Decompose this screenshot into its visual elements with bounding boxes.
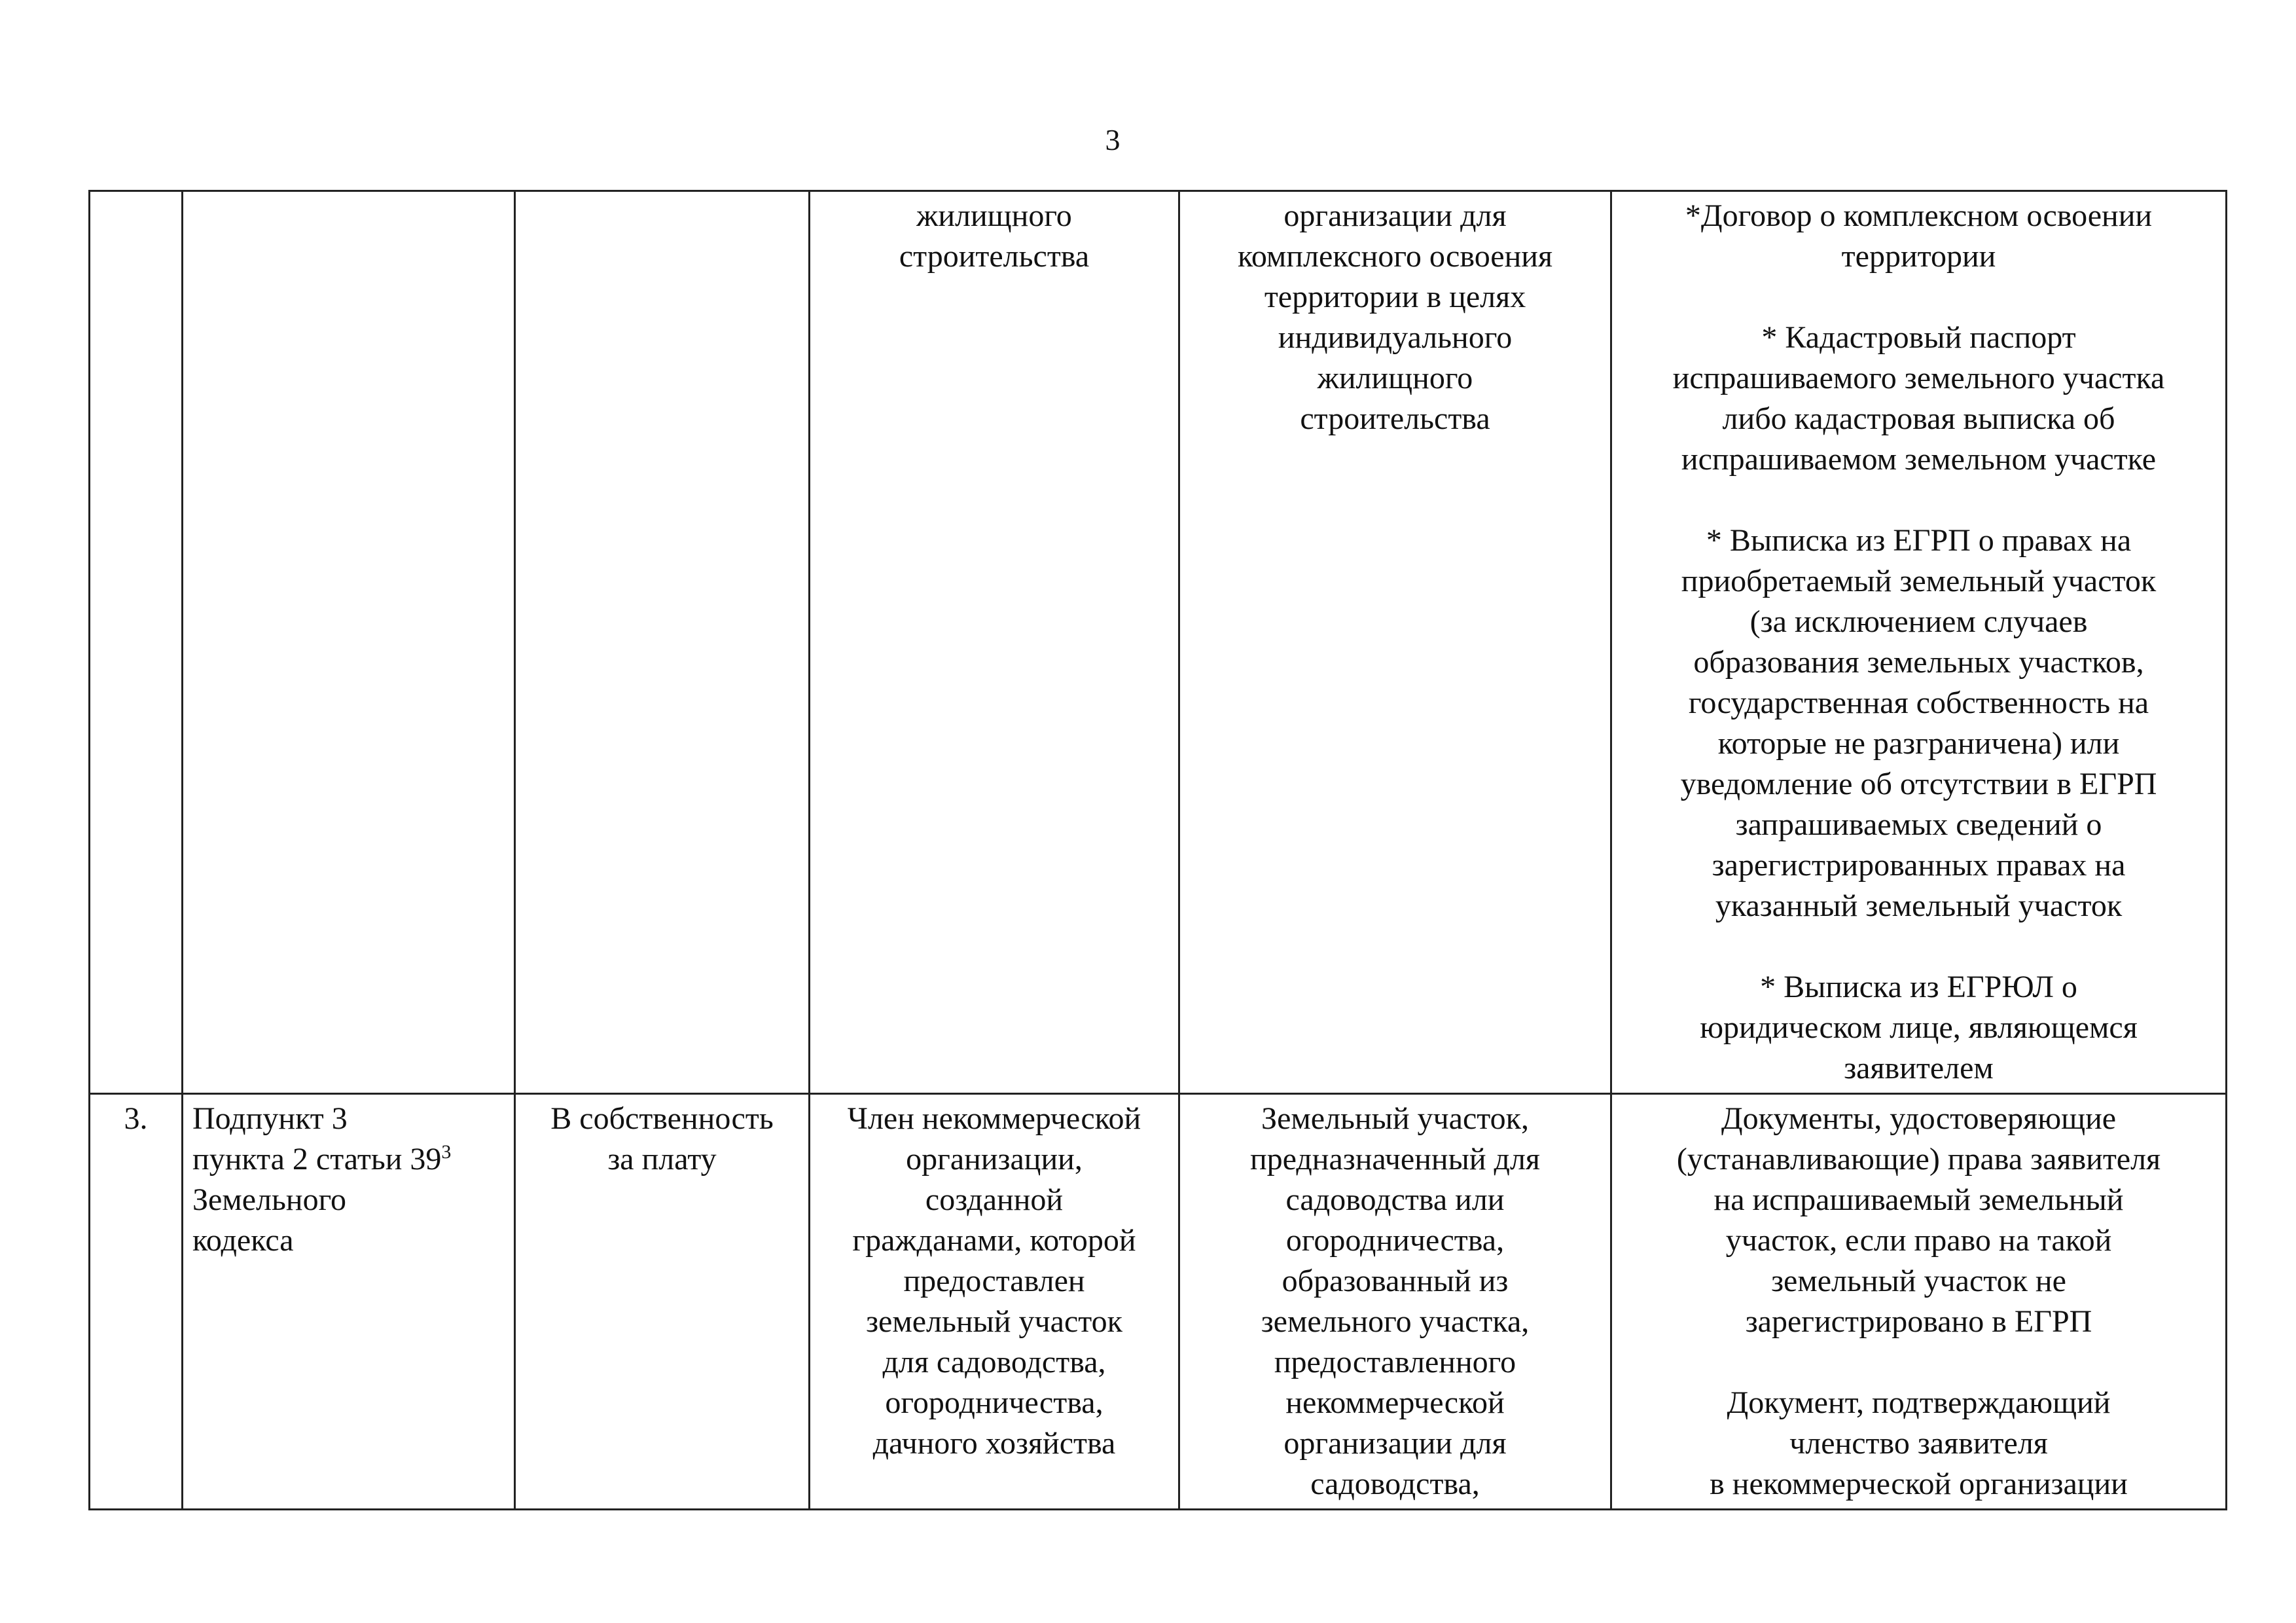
documents-cell: [1611, 1094, 2227, 1510]
document-line: * Выписка из ЕГРЮЛ о: [1760, 970, 2077, 1004]
document-line: уведомление об отсутствии в ЕГРП: [1680, 767, 2157, 801]
document-line: образования земельных участков,: [1693, 645, 2144, 680]
documents-cell: [1611, 191, 2227, 1094]
document-line: земельный участок не: [1771, 1264, 2066, 1298]
document-line: территории: [1841, 239, 1996, 274]
document-line: запрашиваемых сведений о: [1735, 807, 2102, 842]
document-line: юридическом лице, являющемся: [1700, 1010, 2138, 1045]
document-line: приобретаемый земельный участок: [1681, 564, 2157, 598]
right-type-line: за плату: [607, 1142, 717, 1176]
applicant-line: дачного хозяйства: [872, 1426, 1116, 1461]
land-plot-line: земельного участка,: [1261, 1304, 1530, 1339]
applicant-line: организации,: [906, 1142, 1083, 1176]
article-superscript: 3: [441, 1141, 452, 1163]
land-plot-line: предназначенный для: [1249, 1142, 1540, 1176]
right-type-cell: [515, 191, 810, 1094]
applicant-line: предоставлен: [903, 1264, 1085, 1298]
document-line: членство заявителя: [1789, 1426, 2048, 1461]
document-line: на испрашиваемый земельный: [1713, 1182, 2124, 1217]
land-plot-line: территории в целях: [1264, 280, 1526, 314]
document-line: испрашиваемого земельного участка: [1672, 361, 2165, 395]
basis-line: кодекса: [192, 1223, 294, 1258]
land-plot-line: организации для: [1283, 1426, 1507, 1461]
basis-line: Подпункт 3: [192, 1101, 348, 1136]
basis-line: [192, 1139, 505, 1180]
document-line: (за исключением случаев: [1749, 604, 2088, 639]
document-line: испрашиваемом земельном участке: [1681, 442, 2157, 477]
document-line: (устанавливающие) права заявителя: [1676, 1142, 2161, 1176]
document-line: в некоммерческой организации: [1710, 1467, 2128, 1501]
basis-cell: [183, 1094, 515, 1510]
document-line: Документы, удостоверяющие: [1721, 1101, 2117, 1136]
row-number-cell: 3.: [90, 1094, 183, 1510]
basis-line: Земельного: [192, 1182, 347, 1217]
land-plot-line: садоводства,: [1310, 1467, 1480, 1501]
document-line: зарегистрированных правах на: [1712, 848, 2126, 883]
document-line: участок, если право на такой: [1725, 1223, 2112, 1258]
applicant-line: земельный участок: [866, 1304, 1122, 1339]
applicant-line: Член некоммерческой: [847, 1101, 1141, 1136]
land-plot-line: огородничества,: [1285, 1223, 1505, 1258]
land-plot-cell: [1179, 191, 1611, 1094]
applicant-line: строительства: [899, 239, 1090, 274]
land-plot-line: жилищного: [1317, 361, 1473, 395]
applicant-line: огородничества,: [885, 1385, 1103, 1420]
applicant-line: созданной: [925, 1182, 1064, 1217]
land-plot-line: Земельный участок,: [1261, 1101, 1529, 1136]
document-line: Документ, подтверждающий: [1727, 1385, 2111, 1420]
document-line: зарегистрировано в ЕГРП: [1745, 1304, 2092, 1339]
row-number-cell: [90, 191, 183, 1094]
document-line: * Выписка из ЕГРП о правах на: [1706, 523, 2132, 558]
applicant-line: жилищного: [916, 198, 1072, 233]
document-line: либо кадастровая выписка об: [1722, 401, 2115, 436]
right-type-cell: [515, 1094, 810, 1510]
document-table: [88, 190, 2227, 1510]
land-plot-line: индивидуального: [1278, 320, 1513, 355]
document-line: которые не разграничена) или: [1717, 726, 2120, 761]
land-plot-line: образованный из: [1282, 1264, 1509, 1298]
applicant-cell: [810, 191, 1179, 1094]
right-type-line: В собственность: [550, 1101, 774, 1136]
land-plot-line: комплексного освоения: [1237, 239, 1553, 274]
document-line: государственная собственность на: [1688, 685, 2149, 720]
table-row: [90, 191, 2227, 1094]
applicant-line: гражданами, которой: [852, 1223, 1136, 1258]
basis-line-text: пункта 2 статьи 39: [192, 1142, 442, 1176]
applicant-cell: [810, 1094, 1179, 1510]
land-plot-line: строительства: [1300, 401, 1490, 436]
applicant-line: для садоводства,: [882, 1345, 1106, 1379]
land-plot-line: садоводства или: [1285, 1182, 1505, 1217]
document-line: указанный земельный участок: [1715, 888, 2123, 923]
land-plot-line: организации для: [1283, 198, 1507, 233]
document-line: заявителем: [1844, 1051, 1994, 1085]
table-row: [90, 1094, 2227, 1510]
document-line: *Договор о комплексном освоении: [1685, 198, 2153, 233]
land-plot-line: некоммерческой: [1285, 1385, 1505, 1420]
land-plot-cell: [1179, 1094, 1611, 1510]
land-plot-line: предоставленного: [1274, 1345, 1516, 1379]
document-line: * Кадастровый паспорт: [1761, 320, 2076, 355]
basis-cell: [183, 191, 515, 1094]
page-number: 3: [1105, 123, 1121, 156]
